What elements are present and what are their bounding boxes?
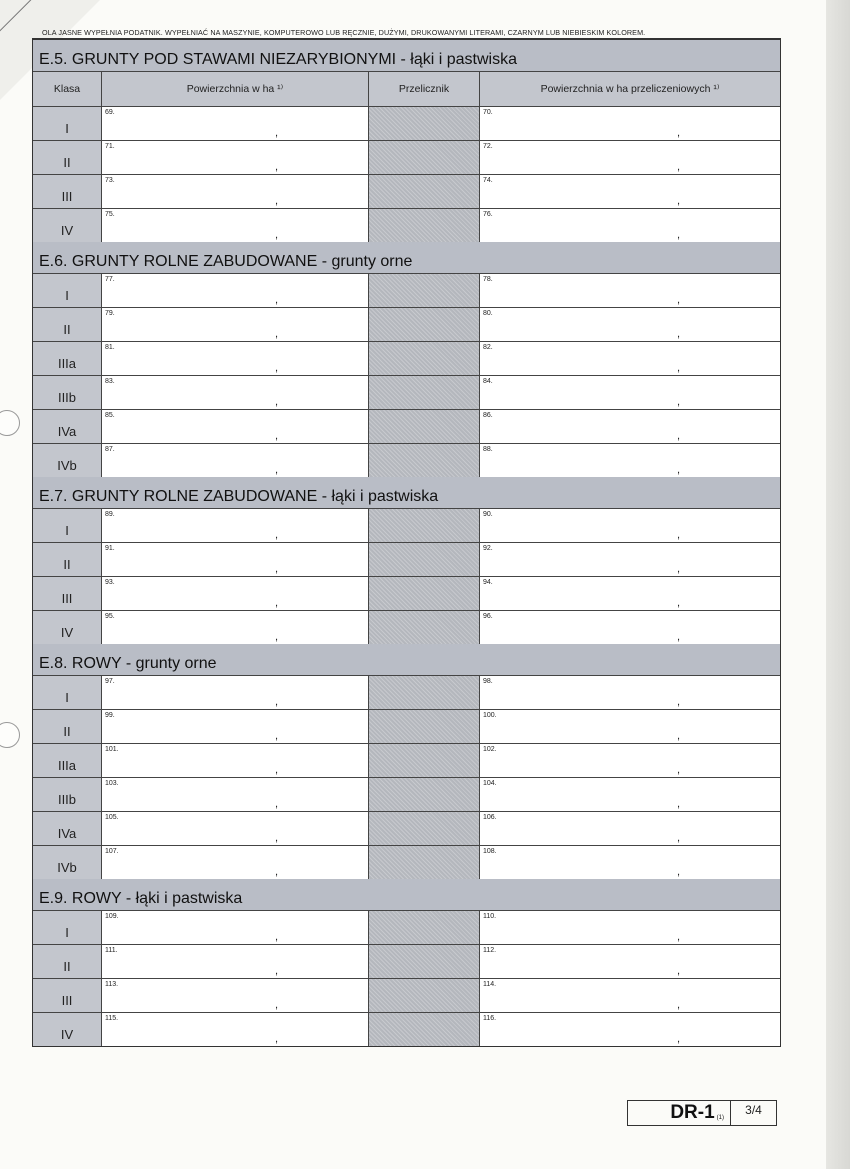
field-number: 91. bbox=[105, 545, 115, 552]
section-title: E.7. GRUNTY ROLNE ZABUDOWANE - łąki i pastwiska bbox=[39, 487, 439, 505]
field-number: 81. bbox=[105, 344, 115, 351]
conversion-factor-cell bbox=[369, 141, 480, 174]
class-label: IIIa bbox=[57, 758, 77, 773]
conversion-factor-cell bbox=[369, 710, 480, 743]
table-row bbox=[33, 543, 780, 577]
class-cell bbox=[33, 107, 102, 140]
class-label: IV bbox=[60, 223, 74, 238]
class-label: I bbox=[65, 523, 69, 538]
table-row bbox=[33, 812, 780, 846]
table-row bbox=[33, 710, 780, 744]
field-number: 108. bbox=[483, 848, 497, 855]
section-header bbox=[33, 477, 780, 509]
class-label: III bbox=[61, 591, 73, 606]
conversion-factor-cell bbox=[369, 274, 480, 307]
area-ha-field[interactable] bbox=[102, 911, 369, 944]
class-label: I bbox=[65, 925, 69, 940]
field-number: 113. bbox=[105, 981, 119, 988]
field-number: 93. bbox=[105, 579, 115, 586]
class-cell bbox=[33, 577, 102, 610]
decimal-comma: , bbox=[676, 328, 680, 340]
conversion-factor-cell bbox=[369, 945, 480, 978]
field-number: 110. bbox=[483, 913, 497, 920]
converted-area-field[interactable] bbox=[480, 676, 780, 709]
decimal-comma: , bbox=[676, 529, 680, 541]
field-number: 98. bbox=[483, 678, 493, 685]
decimal-comma: , bbox=[274, 1033, 278, 1045]
table-row bbox=[33, 846, 780, 879]
class-cell bbox=[33, 410, 102, 443]
decimal-comma: , bbox=[676, 631, 680, 643]
conversion-factor-cell bbox=[369, 342, 480, 375]
decimal-comma: , bbox=[676, 1033, 680, 1045]
header-powierzchnia: Powierzchnia w ha ¹⁾ bbox=[102, 72, 369, 106]
table-row bbox=[33, 308, 780, 342]
area-ha-field[interactable] bbox=[102, 1013, 369, 1046]
class-cell bbox=[33, 509, 102, 542]
conversion-factor-cell bbox=[369, 175, 480, 208]
field-number: 97. bbox=[105, 678, 115, 685]
table-row bbox=[33, 274, 780, 308]
converted-area-field[interactable] bbox=[480, 444, 780, 477]
fill-instruction: OLA JASNE WYPEŁNIA PODATNIK. WYPEŁNIAĆ NA MASZYNIE, KOMPUTEROWO LUB RĘCZNIE, DUŻYMI, DRUKOWANYMI LITERAMI, CZARNYM LUB NIEBIESKIM KOLOREM. bbox=[42, 28, 646, 37]
field-number: 80. bbox=[483, 310, 493, 317]
field-number: 116. bbox=[483, 1015, 497, 1022]
decimal-comma: , bbox=[676, 866, 680, 878]
decimal-comma: , bbox=[274, 563, 278, 575]
converted-area-field[interactable] bbox=[480, 141, 780, 174]
field-number: 112. bbox=[483, 947, 497, 954]
class-label: II bbox=[63, 959, 71, 974]
class-cell bbox=[33, 710, 102, 743]
decimal-comma: , bbox=[274, 931, 278, 943]
decimal-comma: , bbox=[274, 631, 278, 643]
class-label: III bbox=[61, 189, 73, 204]
conversion-factor-cell bbox=[369, 107, 480, 140]
class-cell bbox=[33, 1013, 102, 1046]
field-number: 69. bbox=[105, 109, 115, 116]
decimal-comma: , bbox=[274, 730, 278, 742]
field-number: 78. bbox=[483, 276, 493, 283]
decimal-comma: , bbox=[274, 866, 278, 878]
class-cell bbox=[33, 444, 102, 477]
class-cell bbox=[33, 945, 102, 978]
table-row bbox=[33, 444, 780, 477]
field-number: 86. bbox=[483, 412, 493, 419]
converted-area-field[interactable] bbox=[480, 945, 780, 978]
area-ha-field[interactable] bbox=[102, 107, 369, 140]
converted-area-field[interactable] bbox=[480, 911, 780, 944]
table-row bbox=[33, 778, 780, 812]
area-ha-field[interactable] bbox=[102, 611, 369, 644]
conversion-factor-cell bbox=[369, 812, 480, 845]
field-number: 107. bbox=[105, 848, 119, 855]
field-number: 99. bbox=[105, 712, 115, 719]
class-cell bbox=[33, 611, 102, 644]
class-label: II bbox=[63, 724, 71, 739]
page-number: 3/4 bbox=[745, 1103, 762, 1117]
field-number: 114. bbox=[483, 981, 497, 988]
class-cell bbox=[33, 376, 102, 409]
field-number: 115. bbox=[105, 1015, 119, 1022]
area-ha-field[interactable] bbox=[102, 710, 369, 743]
area-ha-field[interactable] bbox=[102, 342, 369, 375]
form-section bbox=[32, 644, 781, 879]
field-number: 106. bbox=[483, 814, 497, 821]
area-ha-field[interactable] bbox=[102, 175, 369, 208]
field-number: 71. bbox=[105, 143, 115, 150]
converted-area-field[interactable] bbox=[480, 611, 780, 644]
field-number: 88. bbox=[483, 446, 493, 453]
class-label: IIIb bbox=[57, 390, 77, 405]
converted-area-field[interactable] bbox=[480, 175, 780, 208]
class-label: IVa bbox=[57, 424, 77, 439]
table-row bbox=[33, 209, 780, 242]
form-footer bbox=[627, 1100, 777, 1126]
conversion-factor-cell bbox=[369, 744, 480, 777]
decimal-comma: , bbox=[676, 965, 680, 977]
class-label: IV bbox=[60, 1027, 74, 1042]
decimal-comma: , bbox=[274, 696, 278, 708]
decimal-comma: , bbox=[676, 195, 680, 207]
class-label: IVb bbox=[57, 860, 77, 875]
class-cell bbox=[33, 744, 102, 777]
decimal-comma: , bbox=[676, 999, 680, 1011]
field-number: 89. bbox=[105, 511, 115, 518]
class-label: II bbox=[63, 322, 71, 337]
area-ha-field[interactable] bbox=[102, 410, 369, 443]
punch-hole-icon bbox=[0, 410, 20, 436]
field-number: 111. bbox=[105, 947, 118, 954]
field-number: 100. bbox=[483, 712, 497, 719]
form-code bbox=[628, 1101, 731, 1125]
field-number: 72. bbox=[483, 143, 493, 150]
converted-area-field[interactable] bbox=[480, 308, 780, 341]
area-ha-field[interactable] bbox=[102, 543, 369, 576]
decimal-comma: , bbox=[676, 832, 680, 844]
area-ha-field[interactable] bbox=[102, 945, 369, 978]
field-number: 84. bbox=[483, 378, 493, 385]
punch-hole-icon bbox=[0, 722, 20, 748]
field-number: 109. bbox=[105, 913, 119, 920]
area-ha-field[interactable] bbox=[102, 376, 369, 409]
area-ha-field[interactable] bbox=[102, 444, 369, 477]
class-cell bbox=[33, 543, 102, 576]
area-ha-field[interactable] bbox=[102, 577, 369, 610]
header-przelicznik: Przelicznik bbox=[369, 72, 480, 106]
decimal-comma: , bbox=[274, 362, 278, 374]
decimal-comma: , bbox=[676, 430, 680, 442]
class-cell bbox=[33, 175, 102, 208]
area-ha-field[interactable] bbox=[102, 979, 369, 1012]
table-row bbox=[33, 342, 780, 376]
field-number: 94. bbox=[483, 579, 493, 586]
area-ha-field[interactable] bbox=[102, 141, 369, 174]
decimal-comma: , bbox=[274, 161, 278, 173]
form-section bbox=[32, 477, 781, 644]
converted-area-field[interactable] bbox=[480, 107, 780, 140]
area-ha-field[interactable] bbox=[102, 676, 369, 709]
converted-area-field[interactable] bbox=[480, 274, 780, 307]
field-number: 105. bbox=[105, 814, 119, 821]
decimal-comma: , bbox=[676, 161, 680, 173]
section-header bbox=[33, 644, 780, 676]
class-label: IVa bbox=[57, 826, 77, 841]
class-label: III bbox=[61, 993, 73, 1008]
table-row bbox=[33, 945, 780, 979]
conversion-factor-cell bbox=[369, 444, 480, 477]
converted-area-field[interactable] bbox=[480, 744, 780, 777]
area-ha-field[interactable] bbox=[102, 509, 369, 542]
class-cell bbox=[33, 979, 102, 1012]
decimal-comma: , bbox=[274, 764, 278, 776]
decimal-comma: , bbox=[274, 430, 278, 442]
table-row bbox=[33, 509, 780, 543]
class-cell bbox=[33, 812, 102, 845]
conversion-factor-cell bbox=[369, 846, 480, 879]
form-area bbox=[32, 38, 781, 1047]
field-number: 96. bbox=[483, 613, 493, 620]
table-row bbox=[33, 611, 780, 644]
decimal-comma: , bbox=[676, 127, 680, 139]
decimal-comma: , bbox=[274, 464, 278, 476]
decimal-comma: , bbox=[676, 931, 680, 943]
class-cell bbox=[33, 676, 102, 709]
converted-area-field[interactable] bbox=[480, 979, 780, 1012]
form-version: (1) bbox=[716, 1115, 724, 1121]
decimal-comma: , bbox=[274, 798, 278, 810]
conversion-factor-cell bbox=[369, 611, 480, 644]
area-ha-field[interactable] bbox=[102, 308, 369, 341]
decimal-comma: , bbox=[676, 229, 680, 241]
table-row bbox=[33, 107, 780, 141]
converted-area-field[interactable] bbox=[480, 543, 780, 576]
class-label: II bbox=[63, 557, 71, 572]
class-label: II bbox=[63, 155, 71, 170]
table-row bbox=[33, 911, 780, 945]
table-row bbox=[33, 1013, 780, 1046]
field-number: 76. bbox=[483, 211, 493, 218]
class-cell bbox=[33, 209, 102, 242]
section-title: E.8. ROWY - grunty orne bbox=[39, 654, 217, 672]
decimal-comma: , bbox=[676, 696, 680, 708]
field-number: 103. bbox=[105, 780, 119, 787]
decimal-comma: , bbox=[274, 832, 278, 844]
area-ha-field[interactable] bbox=[102, 812, 369, 845]
area-ha-field[interactable] bbox=[102, 209, 369, 242]
field-number: 70. bbox=[483, 109, 493, 116]
class-label: IIIb bbox=[57, 792, 77, 807]
area-ha-field[interactable] bbox=[102, 846, 369, 879]
table-row bbox=[33, 577, 780, 611]
table-row bbox=[33, 979, 780, 1013]
form-section bbox=[32, 879, 781, 1047]
converted-area-field[interactable] bbox=[480, 812, 780, 845]
class-cell bbox=[33, 141, 102, 174]
class-label: IVb bbox=[57, 458, 77, 473]
conversion-factor-cell bbox=[369, 543, 480, 576]
converted-area-field[interactable] bbox=[480, 410, 780, 443]
section-title: E.9. ROWY - łąki i pastwiska bbox=[39, 889, 243, 907]
field-number: 79. bbox=[105, 310, 115, 317]
section-header bbox=[33, 242, 780, 274]
section-title: E.6. GRUNTY ROLNE ZABUDOWANE - grunty orne bbox=[39, 252, 413, 270]
decimal-comma: , bbox=[274, 396, 278, 408]
decimal-comma: , bbox=[676, 798, 680, 810]
field-number: 73. bbox=[105, 177, 115, 184]
conversion-factor-cell bbox=[369, 209, 480, 242]
decimal-comma: , bbox=[274, 999, 278, 1011]
decimal-comma: , bbox=[676, 730, 680, 742]
conversion-factor-cell bbox=[369, 509, 480, 542]
decimal-comma: , bbox=[676, 597, 680, 609]
converted-area-field[interactable] bbox=[480, 509, 780, 542]
table-row bbox=[33, 141, 780, 175]
field-number: 102. bbox=[483, 746, 497, 753]
conversion-factor-cell bbox=[369, 979, 480, 1012]
header-powierzchnia-przeliczeniowa: Powierzchnia w ha przeliczeniowych ¹⁾ bbox=[480, 72, 780, 106]
decimal-comma: , bbox=[274, 529, 278, 541]
conversion-factor-cell bbox=[369, 676, 480, 709]
conversion-factor-cell bbox=[369, 308, 480, 341]
converted-area-field[interactable] bbox=[480, 577, 780, 610]
form-section bbox=[32, 40, 781, 242]
converted-area-field[interactable] bbox=[480, 209, 780, 242]
header-klasa: Klasa bbox=[33, 72, 102, 106]
decimal-comma: , bbox=[676, 764, 680, 776]
class-label: I bbox=[65, 690, 69, 705]
class-cell bbox=[33, 911, 102, 944]
class-label: IIIa bbox=[57, 356, 77, 371]
class-cell bbox=[33, 308, 102, 341]
table-header bbox=[33, 72, 780, 107]
field-number: 87. bbox=[105, 446, 115, 453]
decimal-comma: , bbox=[274, 965, 278, 977]
decimal-comma: , bbox=[274, 195, 278, 207]
form-section bbox=[32, 242, 781, 477]
table-row bbox=[33, 676, 780, 710]
area-ha-field[interactable] bbox=[102, 744, 369, 777]
decimal-comma: , bbox=[274, 597, 278, 609]
decimal-comma: , bbox=[676, 362, 680, 374]
class-cell bbox=[33, 274, 102, 307]
decimal-comma: , bbox=[274, 294, 278, 306]
converted-area-field[interactable] bbox=[480, 376, 780, 409]
converted-area-field[interactable] bbox=[480, 778, 780, 811]
field-number: 104. bbox=[483, 780, 497, 787]
field-number: 95. bbox=[105, 613, 115, 620]
conversion-factor-cell bbox=[369, 376, 480, 409]
field-number: 83. bbox=[105, 378, 115, 385]
conversion-factor-cell bbox=[369, 1013, 480, 1046]
field-number: 90. bbox=[483, 511, 493, 518]
conversion-factor-cell bbox=[369, 911, 480, 944]
decimal-comma: , bbox=[676, 396, 680, 408]
field-number: 77. bbox=[105, 276, 115, 283]
class-label: IV bbox=[60, 625, 74, 640]
class-cell bbox=[33, 846, 102, 879]
section-header bbox=[33, 879, 780, 911]
conversion-factor-cell bbox=[369, 410, 480, 443]
conversion-factor-cell bbox=[369, 577, 480, 610]
field-number: 101. bbox=[105, 746, 119, 753]
decimal-comma: , bbox=[274, 328, 278, 340]
decimal-comma: , bbox=[676, 464, 680, 476]
area-ha-field[interactable] bbox=[102, 274, 369, 307]
decimal-comma: , bbox=[274, 229, 278, 241]
converted-area-field[interactable] bbox=[480, 1013, 780, 1046]
area-ha-field[interactable] bbox=[102, 778, 369, 811]
field-number: 85. bbox=[105, 412, 115, 419]
table-row bbox=[33, 410, 780, 444]
class-label: I bbox=[65, 121, 69, 136]
decimal-comma: , bbox=[676, 294, 680, 306]
class-cell bbox=[33, 778, 102, 811]
section-header bbox=[33, 40, 780, 72]
conversion-factor-cell bbox=[369, 778, 480, 811]
decimal-comma: , bbox=[676, 563, 680, 575]
converted-area-field[interactable] bbox=[480, 846, 780, 879]
class-cell bbox=[33, 342, 102, 375]
table-row bbox=[33, 376, 780, 410]
field-number: 82. bbox=[483, 344, 493, 351]
table-row bbox=[33, 175, 780, 209]
scanner-margin bbox=[826, 0, 850, 1169]
converted-area-field[interactable] bbox=[480, 342, 780, 375]
field-number: 75. bbox=[105, 211, 115, 218]
section-title: E.5. GRUNTY POD STAWAMI NIEZARYBIONYMI - łąki i pastwiska bbox=[39, 50, 518, 68]
field-number: 92. bbox=[483, 545, 493, 552]
table-row bbox=[33, 744, 780, 778]
field-number: 74. bbox=[483, 177, 493, 184]
converted-area-field[interactable] bbox=[480, 710, 780, 743]
decimal-comma: , bbox=[274, 127, 278, 139]
form-code-label: DR-1 bbox=[670, 1102, 715, 1123]
class-label: I bbox=[65, 288, 69, 303]
